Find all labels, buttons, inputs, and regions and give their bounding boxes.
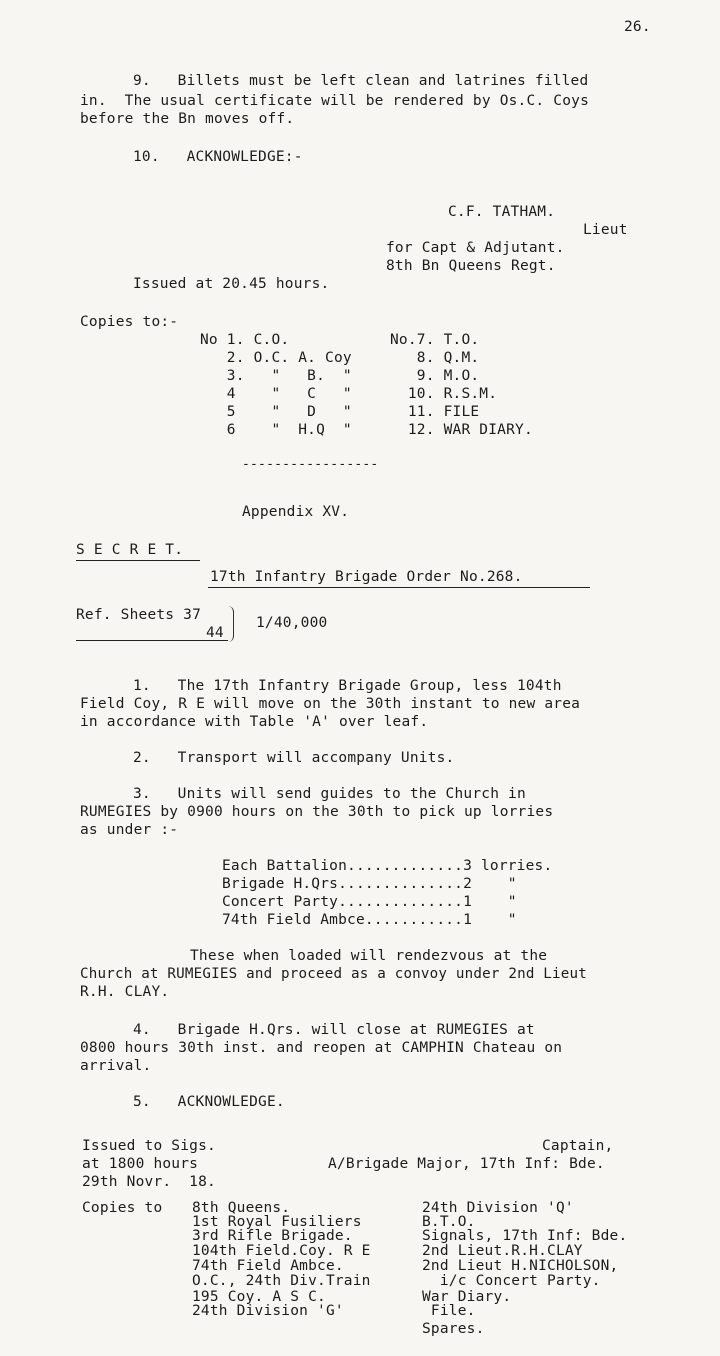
- separator: -----------------: [242, 457, 379, 472]
- apx-para-2: 2. Transport will accompany Units.: [133, 750, 455, 766]
- apx-para-1-line-2: Field Coy, R E will move on the 30th instant to new area: [80, 696, 581, 712]
- lorry-line-3: Concert Party..............1 ": [222, 894, 517, 910]
- issued-sigs-line-2: at 1800 hours: [82, 1156, 199, 1172]
- dist-left-4: 104th Field.Coy. R E: [192, 1243, 371, 1259]
- dist-right-8: File.: [422, 1303, 476, 1319]
- brigade-major: A/Brigade Major, 17th Inf: Bde.: [328, 1156, 605, 1172]
- copy-item-7: No.7. T.O.: [390, 332, 480, 348]
- copy-item-12: 12. WAR DIARY.: [390, 422, 533, 438]
- signature-name: C.F. TATHAM.: [448, 204, 556, 220]
- dist-right-9: Spares.: [422, 1321, 485, 1337]
- dist-right-5: 2nd Lieut H.NICHOLSON,: [422, 1258, 619, 1274]
- dist-left-3: 3rd Rifle Brigade.: [192, 1228, 353, 1244]
- dist-right-6: i/c Concert Party.: [422, 1273, 601, 1289]
- copy-item-3: 3. " B. ": [200, 368, 352, 384]
- copy-item-6: 6 " H.Q ": [200, 422, 352, 438]
- copy-item-10: 10. R.S.M.: [390, 386, 498, 402]
- order-title-underline: [208, 587, 590, 588]
- copy-item-11: 11. FILE: [390, 404, 480, 420]
- captain-title: Captain,: [542, 1138, 614, 1154]
- scale: 1/40,000: [256, 615, 328, 631]
- apx-para-4-line-3: arrival.: [80, 1058, 152, 1074]
- page-number: 26.: [624, 19, 651, 35]
- order-title: 17th Infantry Brigade Order No.268.: [210, 569, 523, 585]
- lorry-line-2: Brigade H.Qrs..............2 ": [222, 876, 517, 892]
- copy-item-5: 5 " D ": [200, 404, 352, 420]
- ref-sheets-44: 44: [206, 625, 224, 641]
- dist-left-1: 8th Queens.: [192, 1200, 291, 1216]
- issued-time: Issued at 20.45 hours.: [133, 276, 330, 292]
- copy-item-4: 4 " C ": [200, 386, 352, 402]
- convoy-line-1: These when loaded will rendezvous at the: [190, 948, 548, 964]
- ref-underline: [76, 640, 228, 641]
- apx-para-4-line-1: 4. Brigade H.Qrs. will close at RUMEGIES at: [133, 1022, 535, 1038]
- ref-bracket: [227, 606, 234, 642]
- apx-para-1-line-3: in accordance with Table 'A' over leaf.: [80, 714, 429, 730]
- secret-underline: [76, 560, 200, 561]
- apx-para-3-line-2: RUMEGIES by 0900 hours on the 30th to pick up lorries: [80, 804, 554, 820]
- para-9-line-1: 9. Billets must be left clean and latrines filled: [133, 73, 589, 89]
- apx-para-1-line-1: 1. The 17th Infantry Brigade Group, less 104th: [133, 678, 562, 694]
- distribution-label: Copies to: [82, 1200, 163, 1216]
- dist-left-6: O.C., 24th Div.Train: [192, 1273, 371, 1289]
- dist-left-5: 74th Field Ambce.: [192, 1258, 344, 1274]
- copy-item-9: 9. M.O.: [390, 368, 480, 384]
- apx-para-5: 5. ACKNOWLEDGE.: [133, 1094, 285, 1110]
- copies-label: Copies to:-: [80, 314, 179, 330]
- apx-para-3-line-1: 3. Units will send guides to the Church in: [133, 786, 526, 802]
- dist-right-1: 24th Division 'Q': [422, 1200, 574, 1216]
- signature-unit: 8th Bn Queens Regt.: [386, 258, 556, 274]
- convoy-line-3: R.H. CLAY.: [80, 984, 170, 1000]
- copy-item-2: 2. O.C. A. Coy: [200, 350, 352, 366]
- dist-left-2: 1st Royal Fusiliers: [192, 1214, 362, 1230]
- issued-sigs-line-1: Issued to Sigs.: [82, 1138, 216, 1154]
- dist-right-3: Signals, 17th Inf: Bde.: [422, 1228, 628, 1244]
- convoy-line-2: Church at RUMEGIES and proceed as a convoy under 2nd Lieut: [80, 966, 588, 982]
- copy-item-1: No 1. C.O.: [200, 332, 290, 348]
- lorry-line-4: 74th Field Ambce...........1 ": [222, 912, 517, 928]
- dist-right-7: War Diary.: [422, 1289, 512, 1305]
- apx-para-4-line-2: 0800 hours 30th inst. and reopen at CAMPHIN Chateau on: [80, 1040, 563, 1056]
- para-9-line-3: before the Bn moves off.: [80, 111, 295, 127]
- para-9-line-2: in. The usual certificate will be rendered by Os.C. Coys: [80, 93, 589, 109]
- signature-rank: Lieut: [583, 222, 628, 238]
- dist-right-2: B.T.O.: [422, 1214, 476, 1230]
- apx-para-3-line-3: as under :-: [80, 822, 179, 838]
- copy-item-8: 8. Q.M.: [390, 350, 480, 366]
- dist-right-4: 2nd Lieut.R.H.CLAY: [422, 1243, 583, 1259]
- dist-left-8: 24th Division 'G': [192, 1303, 344, 1319]
- issued-sigs-line-3: 29th Novr. 18.: [82, 1174, 216, 1190]
- ref-sheets: Ref. Sheets 37: [76, 607, 202, 623]
- secret-heading: S E C R E T.: [76, 542, 184, 558]
- signature-for: for Capt & Adjutant.: [386, 240, 565, 256]
- lorry-line-1: Each Battalion.............3 lorries.: [222, 858, 553, 874]
- appendix-title: Appendix XV.: [242, 504, 350, 520]
- para-10: 10. ACKNOWLEDGE:-: [133, 149, 303, 165]
- dist-left-7: 195 Coy. A S C.: [192, 1289, 326, 1305]
